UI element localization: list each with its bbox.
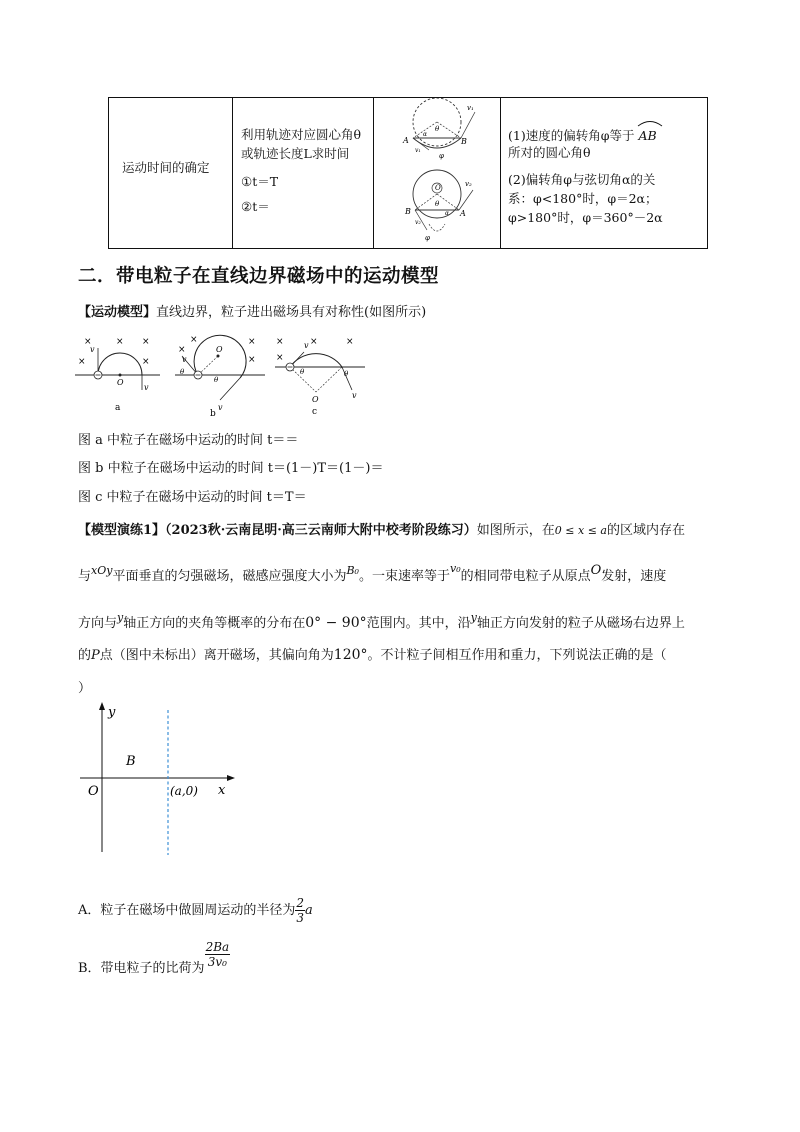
math-xOy: xOy [91,564,113,577]
table-row-label: 运动时间的确定 [122,160,210,175]
fig-a-cross-4: × [78,357,86,367]
model-intro [78,304,426,322]
top-theta-label: θ [435,125,440,133]
table-formula-2: ②t＝ [241,199,270,214]
fig-a-label: a [115,403,121,413]
graph-y-label: y [108,705,116,720]
exercise-line-1: 【模型演练1】（2023秋·云南昆明·高三云南师大附中校考阶段练习）如图所示，在0 ≤ x ≤ a的区域内存在 [78,523,685,538]
graph-B-label: B [126,754,136,769]
bottom-phi-label: φ [425,234,430,242]
time-fig-c: 图 c 中粒子在磁场中运动的时间 t＝T＝ [78,490,307,505]
math-range-x: 0 ≤ x ≤ a [554,524,607,537]
motion-time-table [108,97,708,249]
fig-b-v-bottom: v [218,403,223,412]
option-A-fraction: $\frac{2}{3}$ [296,896,305,925]
fig-a-cross-3: × [142,337,150,347]
time-fig-b: 图 b 中粒子在磁场中运动的时间 t＝(1－)T＝(1－)＝ [78,461,384,476]
table-note2-line2: 系：φ<180°时，φ＝2α； [508,191,658,206]
fig-c-cross-3: × [346,337,354,347]
top-A-label: A [403,136,409,145]
coordinate-graph [80,700,250,860]
table-method-line1: 利用轨迹对应圆心角θ [241,127,362,142]
exercise-line-5: ） [78,681,92,696]
model-text: 直线边界，粒子进出磁场具有对称性(如图所示) [156,305,427,320]
table-note2-line3: φ>180°时，φ＝360°－2α [508,210,663,225]
math-120: 120° [333,647,368,663]
fig-a-cross-5: × [142,357,150,367]
section-heading: 二．带电粒子在直线边界磁场中的运动模型 [78,266,440,287]
fig-b-v-top: v [182,355,187,364]
exercise-line-4: 的P点（图中未标出）离开磁场，其偏向角为120°。不计粒子间相互作用和重力，下列说法正确的是（ [78,647,667,663]
fig-c-v-bottom: v [352,391,357,400]
fig-a-cross-1: × [84,337,92,347]
arc-angle-diagrams [399,98,479,248]
fig-c-theta-2: θ [344,370,349,378]
fig-b-O: O [216,345,223,354]
table-divider-2 [373,98,374,248]
fig-b-cross-4: × [248,355,256,365]
bottom-v2b-label: v₂ [415,219,421,226]
top-phi-label: φ [439,152,444,160]
boundary-figures [70,330,370,420]
fig-b-theta-2: θ [214,376,219,384]
table-formula-1: ①t＝T [241,174,279,189]
option-B[interactable]: B．带电粒子的比荷为 $\frac{2Ba}{\text{3v₀}}$ [78,940,230,976]
fig-b-cross-2: × [248,337,256,347]
math-angle-range: 0° − 90° [305,615,367,631]
table-divider-1 [232,98,233,248]
bottom-A-label: A [460,209,466,218]
math-y-1: y [117,611,124,624]
math-P: P [91,648,100,663]
fig-a-v-top: v [90,345,95,354]
graph-origin-label: O [88,784,99,799]
fig-c-cross-2: × [310,337,318,347]
fig-c-v-top: v [304,341,309,350]
top-v1b-label: v₁ [415,147,421,154]
y-axis-arrow [99,702,105,710]
top-alpha-label: α [423,131,428,138]
table-note1-line1: (1)速度的偏转角φ等于 AB [508,124,657,145]
bottom-circle-diagram [413,170,473,231]
table-divider-3 [500,98,501,248]
math-v0: v₀ [449,562,461,575]
figure-c [275,352,365,392]
bottom-O-label: O [435,184,441,192]
fig-c-cross-4: × [276,353,284,363]
math-O: O [590,563,602,578]
fig-c-label: c [312,407,318,417]
x-axis-arrow [227,775,235,781]
fig-b-cross-1: × [190,335,198,345]
table-note2-line1: (2)偏转角φ与弦切角α的关 [508,172,656,187]
fig-b-theta-1: θ [180,368,185,376]
bottom-v2-label: v₂ [465,180,472,188]
fig-c-O: O [312,395,319,404]
math-B0: B₀ [346,564,359,577]
option-A[interactable]: A．粒子在磁场中做圆周运动的半径为 $\frac{2}{3}$ a [78,896,313,925]
fig-b-label: b [210,409,216,419]
exercise-source: （2023秋·云南昆明·高三云南师大附中校考阶段练习） [165,523,477,538]
fig-b-cross-3: × [178,345,186,355]
arc-overline [637,119,663,127]
table-note1-line2: 所对的圆心角θ [508,145,591,160]
fig-a-v-bottom: v [144,383,149,392]
fig-c-theta-1: θ [300,368,305,376]
math-y-2: y [470,611,477,624]
bottom-alpha-label: α [445,210,450,217]
fig-a-cross-2: × [116,337,124,347]
bottom-theta-label: θ [435,200,440,208]
exercise-line-2: 与$^{xOy}$平面垂直的匀强磁场，磁感应强度大小为$^{B_0}$。一束速率等于$^{v_0}$的相同带电粒子从原点O发射，速度 [78,562,667,584]
fig-a-O: O [117,378,124,387]
graph-x-label: x [218,783,226,798]
graph-a0-label: (a,0) [170,784,198,798]
top-B-label: B [461,137,467,146]
table-method-line2: 或轨迹长度L求时间 [241,146,350,161]
arc-AB-notation: AB [638,124,656,145]
option-B-fraction: $\frac{2Ba}{\text{3v₀}}$ [205,940,230,969]
model-label: 【运动模型】 [78,305,157,320]
top-v1-label: v₁ [467,104,474,112]
option-A-var: a [305,903,313,918]
exercise-label: 【模型演练1】 [78,523,166,538]
fig-c-cross-1: × [276,337,284,347]
bottom-B-label: B [405,207,411,216]
time-fig-a: 图 a 中粒子在磁场中运动的时间 t＝＝ [78,433,299,448]
exercise-line-3: 方向与$^y$轴正方向的夹角等概率的分布在0° − 90°范围内。其中，沿$^y$轴正方向发射的粒子从磁场右边界上 [78,611,685,631]
